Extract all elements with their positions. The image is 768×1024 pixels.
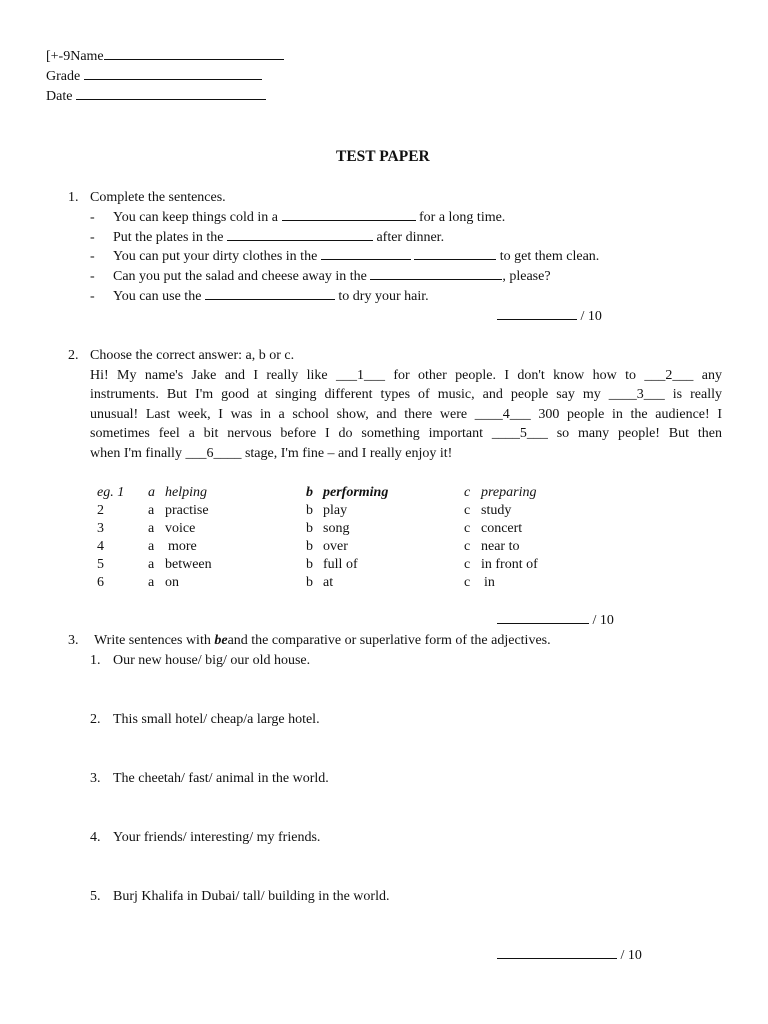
option-letter-a: a <box>148 575 155 590</box>
option-letter-b: b <box>306 485 313 500</box>
option-letter-c: c <box>464 539 471 554</box>
paragraph-line: when I'm finally ___6____ stage, I'm fine – and I really enjoy it! <box>90 446 453 461</box>
option-letter-b: b <box>306 539 313 554</box>
option-b[interactable]: play <box>323 503 348 518</box>
section1-item-4 <box>113 267 551 287</box>
score-blank[interactable] <box>497 611 589 624</box>
option-b[interactable]: song <box>323 521 350 536</box>
section3-item-2: This small hotel/ cheap/a large hotel. <box>113 712 320 727</box>
section3-number: 3. <box>68 633 79 648</box>
option-letter-a: a <box>148 521 155 536</box>
option-letter-c: c <box>464 557 471 572</box>
option-letter-a: a <box>148 557 155 572</box>
item-text: to get them clean. <box>499 249 600 264</box>
option-c[interactable]: study <box>481 503 512 518</box>
bullet-dash: - <box>90 249 95 264</box>
answer-blank[interactable] <box>205 287 335 300</box>
section3-item-4: Your friends/ interesting/ my friends. <box>113 830 321 845</box>
bullet-dash: - <box>90 210 95 225</box>
item-number: 1. <box>90 653 101 668</box>
section2-instruction: Choose the correct answer: a, b or c. <box>90 348 295 363</box>
item-number: 2. <box>90 712 101 727</box>
bullet-dash: - <box>90 269 95 284</box>
option-a[interactable]: between <box>165 557 212 572</box>
section3-item-5: Burj Khalifa in Dubai/ tall/ building in the world. <box>113 889 390 904</box>
section3-instruction <box>94 631 551 651</box>
question-number: 5 <box>97 557 104 572</box>
score-blank[interactable] <box>497 946 617 959</box>
example-option-a: helping <box>165 485 207 500</box>
section1-number: 1. <box>68 190 79 205</box>
option-b[interactable]: over <box>323 539 348 554</box>
section1-item-2 <box>113 228 444 248</box>
score-total: / 10 <box>620 948 642 963</box>
question-number: 3 <box>97 521 104 536</box>
date-label: Date <box>46 89 73 104</box>
answer-blank[interactable] <box>321 247 411 260</box>
option-letter-a: a <box>148 539 155 554</box>
option-letter-c: c <box>464 575 471 590</box>
section2-score <box>497 611 614 631</box>
score-blank[interactable] <box>497 307 577 320</box>
answer-blank[interactable] <box>282 208 416 221</box>
section1-instruction: Complete the sentences. <box>90 190 226 205</box>
paragraph-line: Hi! My name's Jake and I really like ___1___ for other people. I don't know how to ___2___ any <box>90 368 722 383</box>
item-number: 3. <box>90 771 101 786</box>
score-total: / 10 <box>592 613 614 628</box>
option-c[interactable]: in front of <box>481 557 538 572</box>
example-option-c: preparing <box>481 485 537 500</box>
section3-score <box>497 946 642 966</box>
paragraph-line: instruments. But I'm good at singing different types of music, and people say my ____3___ is really <box>90 387 722 402</box>
instruction-text: and the comparative or superlative form of the adjectives. <box>227 633 551 648</box>
grade-label: Grade <box>46 69 81 84</box>
question-number: 6 <box>97 575 104 590</box>
option-b[interactable]: at <box>323 575 334 590</box>
example-number: eg. 1 <box>97 485 125 500</box>
option-letter-a: a <box>148 503 155 518</box>
name-field <box>46 47 284 67</box>
option-b[interactable]: full of <box>323 557 358 572</box>
item-text: , please? <box>502 269 551 284</box>
example-option-b: performing <box>323 485 389 500</box>
section1-item-5 <box>113 287 429 307</box>
bullet-dash: - <box>90 230 95 245</box>
section3-item-3: The cheetah/ fast/ animal in the world. <box>113 771 329 786</box>
item-text: You can use the <box>113 289 202 304</box>
item-text: You can put your dirty clothes in the <box>113 249 318 264</box>
answer-blank[interactable] <box>227 228 373 241</box>
option-letter-c: c <box>464 503 471 518</box>
question-number: 4 <box>97 539 104 554</box>
item-text: for a long time. <box>419 210 506 225</box>
option-letter-b: b <box>306 575 313 590</box>
score-total: / 10 <box>580 309 602 324</box>
date-input-line[interactable] <box>76 87 266 100</box>
section1-item-1 <box>113 208 505 228</box>
date-field <box>46 87 266 107</box>
item-number: 4. <box>90 830 101 845</box>
option-a[interactable]: on <box>165 575 179 590</box>
option-letter-b: b <box>306 503 313 518</box>
option-a[interactable]: voice <box>165 521 196 536</box>
item-text: Put the plates in the <box>113 230 224 245</box>
option-letter-c: c <box>464 521 471 536</box>
option-c[interactable]: concert <box>481 521 523 536</box>
name-input-line[interactable] <box>104 47 284 60</box>
item-number: 5. <box>90 889 101 904</box>
section3-item-1: Our new house/ big/ our old house. <box>113 653 311 668</box>
section1-item-3 <box>113 247 599 267</box>
answer-blank[interactable] <box>414 247 496 260</box>
bullet-dash: - <box>90 289 95 304</box>
option-letter-c: c <box>464 485 471 500</box>
instruction-keyword: be <box>214 633 228 648</box>
question-number: 2 <box>97 503 104 518</box>
option-c[interactable]: in <box>484 575 495 590</box>
section2-number: 2. <box>68 348 79 363</box>
grade-field <box>46 67 262 87</box>
option-letter-b: b <box>306 521 313 536</box>
paragraph-line: sometimes feel a bit nervous before I do something important ____5___ so many people! But then <box>90 426 722 441</box>
item-text: You can keep things cold in a <box>113 210 278 225</box>
option-letter-a: a <box>148 485 155 500</box>
option-letter-b: b <box>306 557 313 572</box>
option-a[interactable]: practise <box>165 503 209 518</box>
paragraph-line: unusual! Last week, I was in a school show, and there were ____4___ 300 people in the audience! I <box>90 407 722 422</box>
item-text: after dinner. <box>376 230 445 245</box>
option-a[interactable]: more <box>168 539 197 554</box>
answer-blank[interactable] <box>370 267 502 280</box>
item-text: to dry your hair. <box>338 289 429 304</box>
item-text: Can you put the salad and cheese away in the <box>113 269 367 284</box>
section1-score <box>497 307 602 327</box>
option-c[interactable]: near to <box>481 539 520 554</box>
page-title: TEST PAPER <box>336 148 430 165</box>
grade-input-line[interactable] <box>84 67 262 80</box>
instruction-text: Write sentences with <box>94 633 211 648</box>
name-label: [+-9Name <box>46 49 104 64</box>
